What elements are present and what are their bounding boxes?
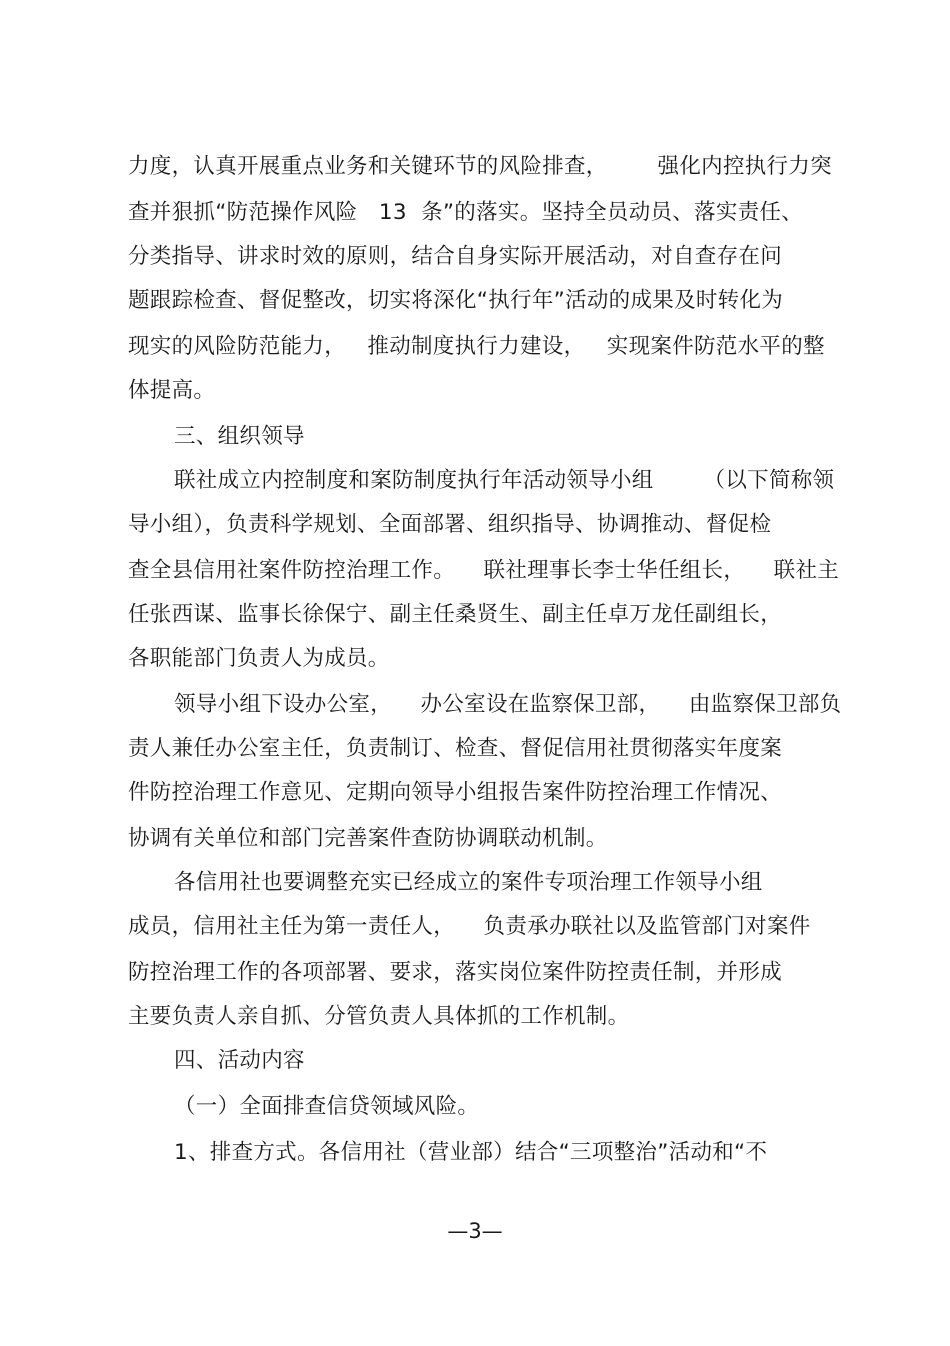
text-line: 任张西谋、监事长徐保宁、副主任桑贤生、副主任卓万龙任副组长， [128, 602, 783, 627]
text-line: 成员，信用社主任为第一责任人， 负责承办联社以及监管部门对案件 [128, 914, 811, 939]
section-heading: 四、活动内容 [174, 1048, 305, 1073]
text-line: 导小组），负责科学规划、全面部署、组织指导、协调推动、督促检 [128, 512, 772, 537]
text-line: 体提高。 [128, 378, 216, 403]
text-line: 分类指导、讲求时效的原则，结合自身实际开展活动，对自查存在问 [128, 244, 783, 269]
text-line: 查全县信用社案件防控治理工作。 联社理事长李士华任组长， 联社主 [128, 558, 840, 583]
text-line: 题跟踪检查、督促整改，切实将深化“执行年”活动的成果及时转化为 [128, 288, 784, 313]
page-number: —3— [447, 1219, 503, 1243]
text-line: 责人兼任办公室主任，负责制订、检查、督促信用社贯彻落实年度案 [128, 736, 783, 761]
text-line: 查并狠抓“防范操作风险 13 条”的落实。坚持全员动员、落实责任、 [128, 200, 804, 225]
text-line: 1、排查方式。各信用社（营业部）结合“三项整治”活动和“不 [174, 1140, 768, 1165]
text-line: 力度，认真开展重点业务和关键环节的风险排查， 强化内控执行力突 [128, 154, 832, 179]
text-line: 各职能部门负责人为成员。 [128, 646, 390, 671]
text-line: 各信用社也要调整充实已经成立的案件专项治理工作领导小组 [174, 870, 763, 895]
text-line: 联社成立内控制度和案防制度执行年活动领导小组 （以下简称领 [174, 468, 835, 493]
subsection-heading: （一）全面排查信贷领域风险。 [174, 1094, 480, 1119]
text-line: 件防控治理工作意见、定期向领导小组报告案件防控治理工作情况、 [128, 780, 783, 805]
text-line: 主要负责人亲自抓、分管负责人具体抓的工作机制。 [128, 1004, 630, 1029]
section-heading: 三、组织领导 [174, 424, 305, 449]
text-line: 协调有关单位和部门完善案件查防协调联动机制。 [128, 826, 608, 851]
text-line: 防控治理工作的各项部署、要求，落实岗位案件防控责任制，并形成 [128, 960, 783, 985]
text-line: 现实的风险防范能力， 推动制度执行力建设， 实现案件防范水平的整 [128, 334, 825, 359]
text-line: 领导小组下设办公室， 办公室设在监察保卫部， 由监察保卫部负 [174, 692, 842, 717]
